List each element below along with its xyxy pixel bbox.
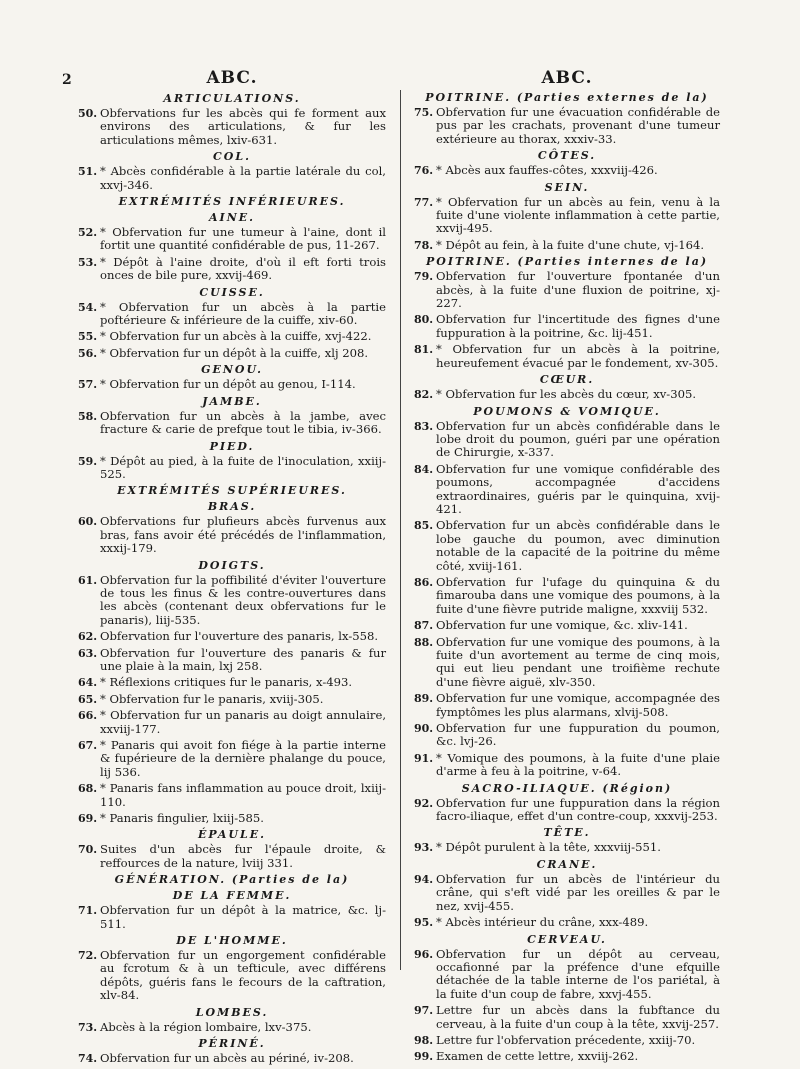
entry-text: * Abcès aux fauffes-côtes, xxxviij-426. — [436, 163, 658, 178]
index-entry — [78, 647, 386, 674]
entry-text: Obfervation fur l'incertitude des fignes d'une fuppuration à la poitrine, &c. lij-451. — [436, 312, 720, 340]
index-entry — [78, 515, 386, 555]
entry-text: Obfervation fur un dépôt au cerveau, occafionné par la préfence d'une efquille détachée de la table interne de l'os pariétal, à la fuite d'un coup de fabre, xxvj-455. — [436, 946, 720, 1001]
section-heading: CÔTES. — [537, 149, 597, 163]
section-heading: LOMBES. — [195, 1005, 269, 1019]
index-entry — [78, 301, 386, 328]
entry-number: 54. — [78, 300, 98, 314]
entry-number: 86. — [414, 575, 434, 589]
section-heading: DOIGTS. — [198, 558, 266, 572]
entry-text: Obfervation fur l'ufage du quinquina & du fimarouba dans une vomique des poumons, à la fuite d'une fièvre putride maligne, xxxviij 532. — [436, 574, 720, 616]
entry-text: Lettre fur l'obfervation précedente, xxiij-70. — [436, 1032, 696, 1047]
section-heading: EXTRÉMITÉS SUPÉRIEURES. — [117, 484, 347, 498]
entry-text: Obfervation fur une vomique des poumons, à la fuite d'un avortement au terme de cinq mois, qui eut lieu pendant une troifième rechute d'une fièvre aiguë, xlv-350. — [436, 634, 720, 689]
index-entry — [414, 270, 720, 310]
entry-text: Obfervation fur un engorgement confidérable au fcrotum & à un tefticule, avec différens dépôts, guéris fans le fecours de la caftration, xlv-84. — [100, 948, 386, 1003]
left-entries — [78, 92, 386, 1066]
index-entry — [78, 107, 386, 147]
index-entry — [78, 949, 386, 1003]
entry-number: 71. — [78, 904, 98, 918]
section-heading: PIED. — [209, 439, 255, 453]
index-entry — [414, 752, 720, 779]
entry-text: * Dépôt au pied, à la fuite de l'inoculation, xxiij-525. — [100, 453, 386, 481]
entry-number: 89. — [414, 692, 434, 706]
entry-number: 97. — [414, 1004, 434, 1018]
entry-text: Obfervation fur l'ouverture des panaris, lx-558. — [100, 629, 379, 644]
entry-number: 94. — [414, 872, 434, 886]
index-entry — [78, 843, 386, 870]
index-entry — [78, 347, 386, 360]
entry-text: Obfervations fur plufieurs abcès furvenus aux bras, fans avoir été précédés de l'inflammation, xxxij-179. — [100, 514, 386, 556]
index-entry — [414, 343, 720, 370]
entry-text: * Obfervation fur un abcès à la poitrine, heureufement évacué par le fondement, xv-305. — [436, 342, 720, 370]
entry-number: 63. — [78, 646, 98, 660]
entry-text: * Panaris fans inflammation au pouce droit, lxiij-110. — [100, 781, 386, 809]
entry-number: 58. — [78, 409, 98, 423]
section-heading: POUMONS & VOMIQUE. — [473, 404, 661, 418]
entry-number: 78. — [414, 238, 434, 252]
index-entry — [78, 1021, 386, 1034]
section-heading: DE LA FEMME. — [172, 889, 292, 903]
entry-text: * Réflexions critiques fur le panaris, x-493. — [100, 675, 353, 690]
index-entry — [414, 619, 720, 632]
entry-text: Obfervation fur un dépôt à la matrice, &c. lj-511. — [100, 903, 386, 931]
entry-text: Obfervation fur un abcès à la jambe, avec fracture & carie de prefque tout le tibia, iv-366. — [100, 408, 386, 437]
entry-number: 69. — [78, 812, 98, 826]
entry-text: Obfervation fur une vomique confidérable des poumons, accompagnée d'accidens extraordinaires, guéris par le quinquina, xvij-421. — [436, 461, 720, 516]
entry-text: Obfervation fur une fuppuration du poumon, &c. lvj-26. — [436, 721, 720, 749]
entry-text: Obfervation fur une évacuation confidérable de pus par les crachats, provenant d'une tumeur extérieure au thorax, xxxiv-33. — [436, 105, 720, 146]
right-column — [414, 68, 720, 1067]
entry-number: 81. — [414, 343, 434, 357]
section-heading: POITRINE. (Parties internes de la) — [425, 255, 709, 269]
section-heading: EXTRÉMITÉS INFÉRIEURES. — [118, 195, 346, 209]
entry-number: 87. — [414, 619, 434, 633]
entry-text: * Obfervation fur un abcès à la partie poftérieure & inférieure de la cuiffe, xiv-60. — [100, 299, 386, 328]
index-entry — [414, 1050, 720, 1063]
index-entry — [414, 239, 720, 252]
index-entry — [78, 904, 386, 931]
entry-number: 66. — [78, 709, 98, 723]
entry-number: 99. — [414, 1050, 434, 1064]
entry-number: 57. — [78, 378, 98, 392]
left-column — [78, 68, 386, 1069]
entry-number: 85. — [414, 519, 434, 533]
section-heading: AINE. — [209, 211, 255, 225]
entry-number: 92. — [414, 796, 434, 810]
entry-number: 98. — [414, 1033, 434, 1047]
index-entry — [78, 630, 386, 643]
index-entry — [78, 226, 386, 253]
index-entry — [78, 739, 386, 779]
entry-number: 75. — [414, 106, 434, 119]
section-heading: ÉPAULE. — [198, 828, 266, 842]
entry-number: 91. — [414, 751, 434, 765]
index-entry — [414, 164, 720, 177]
entry-number: 79. — [414, 270, 434, 284]
index-entry — [78, 165, 386, 192]
index-entry — [78, 410, 386, 437]
index-entry — [414, 576, 720, 616]
entry-text: Obfervation fur un abcès confidérable dans le lobe droit du poumon, guéri par une opération de Chirurgie, x-337. — [436, 418, 720, 460]
index-entry — [78, 455, 386, 482]
entry-text: * Obfervation fur une tumeur à l'aine, dont il fortit une quantité confidérable de pus, 11-267. — [100, 225, 386, 253]
index-entry — [414, 636, 720, 690]
entry-number: 65. — [78, 692, 98, 706]
entry-number: 70. — [78, 843, 98, 857]
section-heading: CRANE. — [536, 857, 598, 871]
section-heading: JAMBE. — [202, 394, 262, 408]
entry-number: 96. — [414, 947, 434, 961]
entry-text: Obfervation fur une vomique, accompagnée des fymptômes les plus alarmans, xlvij-508. — [436, 691, 720, 719]
section-heading: PÉRINÉ. — [198, 1037, 266, 1051]
index-entry — [78, 378, 386, 391]
entry-number: 60. — [78, 515, 98, 529]
index-entry — [414, 519, 720, 573]
index-entry — [78, 693, 386, 706]
entry-text: Obfervation fur la poffibilité d'éviter l'ouverture de tous les finus & les contre-ouvertures dans les abcès (contenant deux obfervations fur le panaris), liij-535. — [100, 572, 386, 627]
section-heading: ARTICULATIONS. — [163, 92, 301, 105]
entry-text: * Abcès confidérable à la partie latérale du col, xxvj-346. — [100, 164, 386, 192]
index-entry — [78, 676, 386, 689]
index-entry — [414, 1034, 720, 1047]
entry-text: * Obfervation fur un dépôt à la cuiffe, xlj 208. — [100, 345, 369, 360]
entry-text: * Abcès intérieur du crâne, xxx-489. — [436, 915, 649, 930]
entry-text: * Obfervation fur un abcès à la cuiffe, xvj-422. — [100, 329, 372, 344]
index-entry — [414, 916, 720, 929]
section-heading: SACRO-ILIAQUE. (Région) — [461, 781, 673, 795]
entry-text: Obfervation fur une vomique, &c. xliv-141. — [436, 618, 688, 633]
section-heading: SEIN. — [544, 180, 590, 194]
entry-number: 62. — [78, 630, 98, 644]
entry-text: * Obfervation fur le panaris, xviij-305. — [100, 691, 324, 706]
index-entry — [414, 948, 720, 1002]
entry-number: 95. — [414, 916, 434, 930]
index-entry — [414, 388, 720, 401]
column-divider — [400, 90, 401, 970]
entry-number: 55. — [78, 330, 98, 344]
index-entry — [414, 463, 720, 517]
index-entry — [78, 330, 386, 343]
index-entry — [414, 106, 720, 146]
running-head: ABC. — [541, 68, 593, 88]
entry-text: Obfervation fur l'ouverture des panaris & fur une plaie à la main, lxj 258. — [100, 645, 386, 673]
section-heading: POITRINE. (Parties externes de la) — [425, 91, 709, 104]
entry-number: 82. — [414, 388, 434, 402]
entry-number: 56. — [78, 346, 98, 360]
index-entry — [414, 722, 720, 749]
entry-text: Suites d'un abcès fur l'épaule droite, & reffources de la nature, lviij 331. — [100, 842, 386, 870]
index-entry — [78, 782, 386, 809]
right-entries — [414, 91, 720, 1064]
index-entry — [414, 420, 720, 460]
index-entry — [414, 797, 720, 824]
entry-number: 68. — [78, 782, 98, 796]
index-entry — [414, 873, 720, 913]
entry-number: 52. — [78, 226, 98, 240]
index-entry — [78, 574, 386, 628]
entry-text: Abcès à la région lombaire, lxv-375. — [100, 1019, 312, 1034]
entry-text: * Dépôt purulent à la tête, xxxviij-551. — [436, 840, 661, 855]
section-heading: GÉNÉRATION. (Parties de la) — [114, 873, 350, 887]
entry-number: 59. — [78, 454, 98, 468]
entry-text: Obfervation fur un abcès confidérable dans le lobe gauche du poumon, avec diminution notable de la capacité de la poitrine du même côté, xviij-161. — [436, 518, 720, 573]
section-heading: COL. — [213, 150, 251, 164]
section-heading: CERVEAU. — [527, 932, 607, 946]
entry-number: 74. — [78, 1052, 98, 1066]
entry-number: 77. — [414, 195, 434, 209]
entry-number: 84. — [414, 462, 434, 476]
entry-number: 61. — [78, 573, 98, 587]
entry-text: Examen de cette lettre, xxviij-262. — [436, 1049, 639, 1064]
section-heading: DE L'HOMME. — [176, 934, 288, 948]
entry-number: 72. — [78, 949, 98, 963]
running-head: ABC. — [206, 68, 258, 88]
entry-text: Lettre fur un abcès dans la fubftance du cerveau, à la fuite d'un coup à la tête, xxvij-257. — [436, 1003, 720, 1031]
entry-text: * Obfervation fur un abcès au fein, venu à la fuite d'une violente inflammation à cette partie, xxvij-495. — [436, 194, 720, 236]
entry-text: Obfervation fur une fuppuration dans la région facro-iliaque, effet d'un contre-coup, xxxvij-253. — [436, 795, 720, 824]
entry-text: Obfervation fur un abcès au périné, iv-208. — [100, 1051, 354, 1066]
index-entry — [78, 812, 386, 825]
entry-number: 90. — [414, 722, 434, 736]
index-entry — [78, 256, 386, 283]
entry-number: 50. — [78, 107, 98, 120]
section-heading: CŒUR. — [539, 373, 595, 387]
entry-number: 67. — [78, 739, 98, 752]
entry-number: 80. — [414, 313, 434, 327]
entry-text: * Dépôt à l'aine droite, d'où il eft forti trois onces de bile pure, xxvij-469. — [100, 254, 386, 283]
entry-text: * Obfervation fur les abcès du cœur, xv-305. — [436, 387, 697, 402]
entry-text: Obfervations fur les abcès qui fe forment aux environs des articulations, & fur les articulations mêmes, lxiv-631. — [100, 106, 386, 147]
entry-number: 76. — [414, 164, 434, 178]
section-heading: TÊTE. — [543, 826, 591, 840]
entry-number: 88. — [414, 635, 434, 649]
index-entry — [414, 196, 720, 236]
section-heading: CUISSE. — [199, 285, 265, 299]
entry-text: * Obfervation fur un dépôt au genou, I-114. — [100, 377, 356, 392]
entry-text: * Panaris qui avoit fon fiége à la partie interne & fupérieure de la dernière phalange du pouce, lij 536. — [100, 738, 386, 779]
entry-number: 93. — [414, 841, 434, 855]
entry-number: 73. — [78, 1020, 98, 1034]
index-entry — [414, 313, 720, 340]
entry-text: * Obfervation fur un panaris au doigt annulaire, xxviij-177. — [100, 708, 386, 736]
page-number: 2 — [62, 72, 72, 88]
entry-number: 83. — [414, 419, 434, 433]
index-entry — [414, 1004, 720, 1031]
entry-text: Obfervation fur l'ouverture fpontanée d'un abcès, à la fuite d'une fluxion de poitrine, xj-227. — [436, 269, 720, 311]
entry-text: Obfervation fur un abcès de l'intérieur du crâne, qui s'eft vidé par les oreilles & par le nez, xvij-455. — [436, 871, 720, 913]
section-heading: GENOU. — [201, 363, 263, 377]
entry-number: 53. — [78, 255, 98, 269]
entry-number: 51. — [78, 165, 98, 179]
entry-number: 64. — [78, 676, 98, 690]
index-entry — [414, 692, 720, 719]
entry-text: * Panaris fingulier, lxiij-585. — [100, 811, 264, 826]
index-entry — [414, 841, 720, 854]
entry-text: * Dépôt au fein, à la fuite d'une chute, vj-164. — [436, 237, 705, 252]
index-entry — [78, 1052, 386, 1065]
entry-text: * Vomique des poumons, à la fuite d'une plaie d'arme à feu à la poitrine, v-64. — [436, 750, 720, 779]
index-entry — [78, 709, 386, 736]
section-heading: BRAS. — [207, 500, 257, 514]
